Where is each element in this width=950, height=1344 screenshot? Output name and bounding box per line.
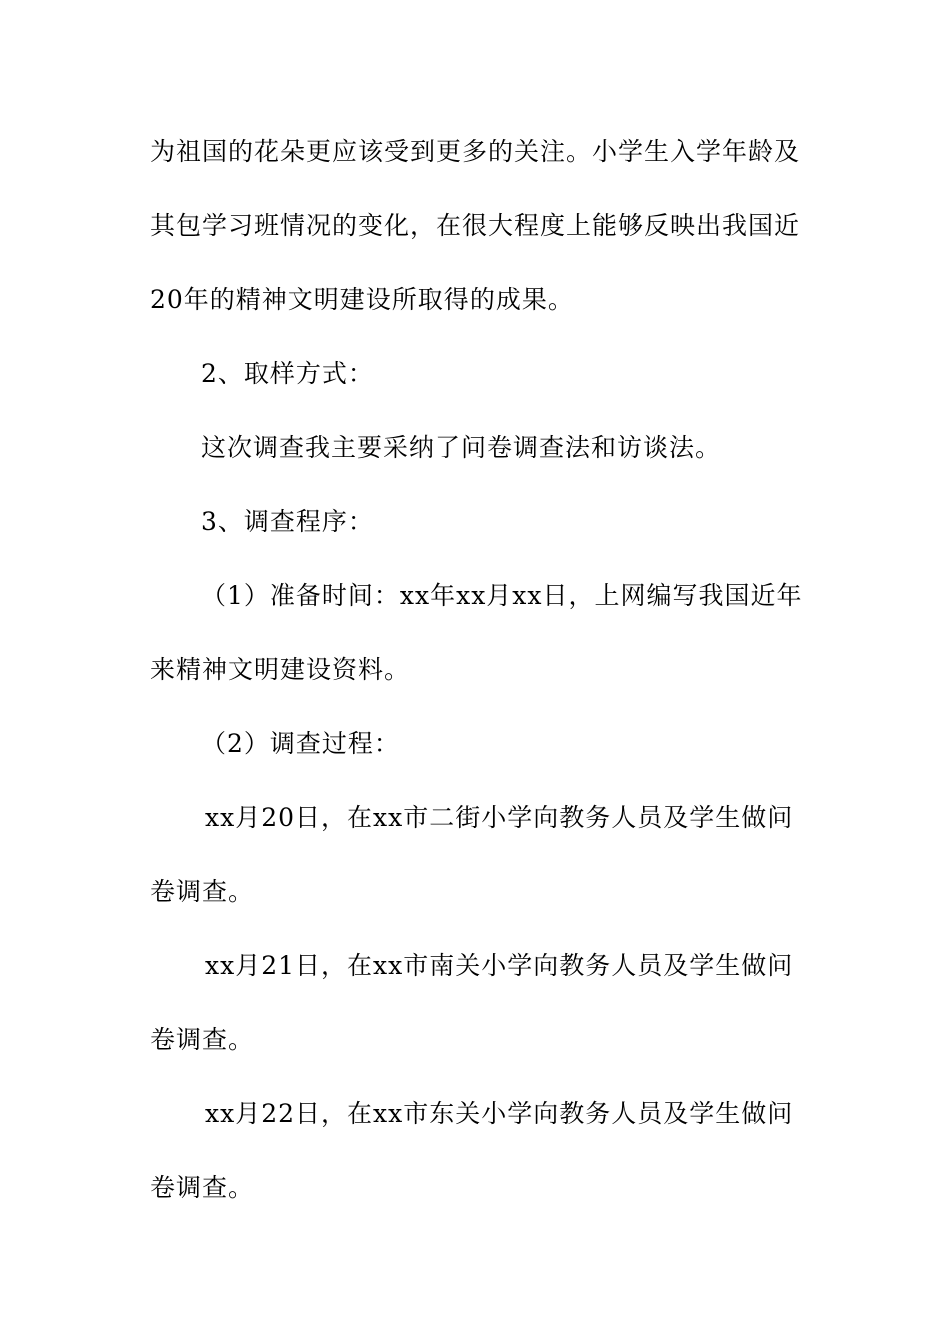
paragraph-line: 20年的精神文明建设所取得的成果。 xyxy=(150,285,574,314)
section-heading-procedure: 3、调查程序： xyxy=(201,507,374,536)
paragraph-line: 这次调查我主要采纳了问卷调查法和访谈法。 xyxy=(201,433,722,462)
paragraph-line: xx月22日，在xx市东关小学向教务人员及学生做问 xyxy=(205,1099,794,1128)
paragraph-line: 卷调查。 xyxy=(150,1173,255,1202)
paragraph-line: 卷调查。 xyxy=(150,877,255,906)
paragraph-line: 为祖国的花朵更应该受到更多的关注。小学生入学年龄及 xyxy=(150,137,801,166)
paragraph-line: 卷调查。 xyxy=(150,1025,255,1054)
paragraph-line: xx月21日，在xx市南关小学向教务人员及学生做问 xyxy=(205,951,794,980)
paragraph-line: 来精神文明建设资料。 xyxy=(150,655,411,684)
subsection-heading-process: （2）调查过程： xyxy=(201,729,400,758)
section-heading-sampling: 2、取样方式： xyxy=(201,359,374,388)
paragraph-line: （1）准备时间：xx年xx月xx日，上网编写我国近年 xyxy=(201,581,803,610)
paragraph-line: 其包学习班情况的变化，在很大程度上能够反映出我国近 xyxy=(150,211,801,240)
paragraph-line: xx月20日，在xx市二街小学向教务人员及学生做问 xyxy=(205,803,794,832)
